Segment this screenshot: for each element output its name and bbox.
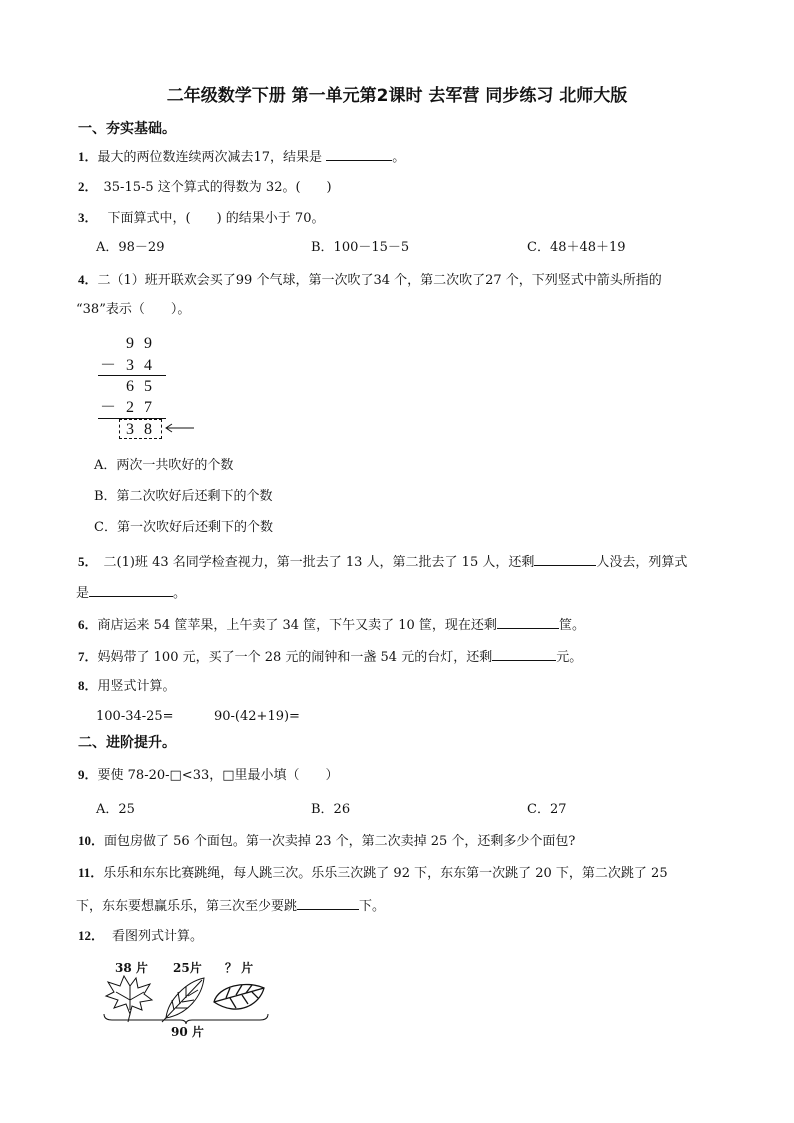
answer-blank[interactable] <box>497 616 559 629</box>
question-text: 筐。 <box>558 618 585 633</box>
question-text: 商店运来 54 筐苹果，上午卖了 34 筐，下午又卖了 10 筐，现在还剩 <box>97 618 497 633</box>
question-5 <box>78 553 687 569</box>
highlight-box <box>119 419 162 439</box>
figure-label-2: 25片 <box>173 961 202 975</box>
question-number: 9． <box>78 767 98 782</box>
figure-total-label: 90 片 <box>171 1025 204 1039</box>
minus-sign: － <box>100 399 117 416</box>
question-text: 元。 <box>556 650 583 665</box>
digit: 8 <box>144 421 152 438</box>
question-7 <box>78 648 582 664</box>
question-12 <box>78 929 203 943</box>
question-6 <box>78 616 585 632</box>
question-1 <box>78 148 405 164</box>
question-text: 。 <box>173 586 187 601</box>
option-b[interactable]: B．100－15－5 <box>311 240 410 255</box>
answer-blank[interactable] <box>89 584 173 597</box>
question-text: 乐乐和东东比赛跳绳，每人跳三次。乐乐三次跳了 92 下，东东第一次跳了 20 下，第二次跳了 25 <box>103 866 668 881</box>
digit: 3 <box>126 421 134 438</box>
question-number: 3． <box>78 210 98 225</box>
digit: 9 <box>144 335 152 352</box>
option-c[interactable]: C．第一次吹好后还剩下的个数 <box>94 520 273 535</box>
question-2 <box>78 180 332 194</box>
question-number: 6． <box>78 617 98 632</box>
question-number: 7． <box>78 649 98 664</box>
section-heading-1: 一、夯实基础。 <box>78 121 176 137</box>
question-text: 二（1）班开联欢会买了99 个气球，第一次吹了34 个，第二次吹了27 个，下列竖式中箭头所指的 <box>97 273 662 288</box>
expression-1: 100-34-25= <box>96 709 174 724</box>
question-text: 面包房做了 56 个面包。第一次卖掉 23 个，第二次卖掉 25 个，还剩多少个面包? <box>104 834 576 849</box>
digit: 2 <box>126 399 134 416</box>
question-number: 1． <box>78 149 98 164</box>
question-text: 下面算式中，( ) 的结果小于 70。 <box>107 211 325 226</box>
digit: 4 <box>144 357 152 374</box>
arrow-left-icon <box>163 422 195 434</box>
question-text: 要使 78-20-□<33，□里最小填（ ） <box>97 768 339 783</box>
maple-leaf-icon <box>106 976 152 1022</box>
minus-sign: － <box>100 357 117 374</box>
question-text: 用竖式计算。 <box>97 679 176 694</box>
option-b[interactable]: B．26 <box>311 802 351 817</box>
figure-label-1: 38 片 <box>115 961 148 975</box>
digit: 9 <box>126 335 134 352</box>
narrow-leaf-icon <box>162 978 204 1022</box>
question-3 <box>78 211 324 225</box>
question-4-line2: “38”表示（ ）。 <box>76 302 191 317</box>
question-5-line2 <box>76 584 186 600</box>
question-text: 下。 <box>359 899 386 914</box>
question-number: 5． <box>78 554 98 569</box>
question-number: 8． <box>78 678 98 693</box>
digit: 3 <box>126 357 134 374</box>
page-title: 二年级数学下册 第一单元第2课时 去军营 同步练习 北师大版 <box>166 86 628 106</box>
option-a[interactable]: A．25 <box>96 802 135 817</box>
question-text: 人没去，列算式 <box>596 555 688 570</box>
question-text: 最大的两位数连续两次减去17，结果是 <box>97 150 323 165</box>
question-text: 看图列式计算。 <box>112 929 204 944</box>
question-text: 二(1)班 43 名同学检查视力，第一批去了 13 人，第二批去了 15 人，还剩 <box>103 555 535 570</box>
option-a[interactable]: A．两次一共吹好的个数 <box>94 458 234 473</box>
answer-blank[interactable] <box>326 148 392 161</box>
option-a[interactable]: A．98－29 <box>96 240 165 255</box>
digit: 7 <box>144 399 152 416</box>
question-text: 35-15-5 这个算式的得数为 32。( ) <box>103 180 332 195</box>
question-number: 4． <box>78 272 98 287</box>
question-number: 12． <box>78 928 105 943</box>
question-11 <box>78 866 668 880</box>
digit: 6 <box>126 378 134 395</box>
question-text: 妈妈带了 100 元，买了一个 28 元的闹钟和一盏 54 元的台灯，还剩 <box>97 650 493 665</box>
section-heading-2: 二、进阶提升。 <box>78 735 176 751</box>
answer-blank[interactable] <box>492 648 556 661</box>
answer-blank[interactable] <box>534 553 596 566</box>
question-4 <box>78 273 662 287</box>
question-text: 下，东东要想赢乐乐，第三次至少要跳 <box>76 899 298 914</box>
figure-label-3: ？ 片 <box>225 961 254 975</box>
question-11-line2 <box>76 897 385 913</box>
question-number: 10． <box>78 833 105 848</box>
answer-blank[interactable] <box>297 897 359 910</box>
oval-leaf-icon <box>214 984 264 1009</box>
question-number: 11． <box>78 865 104 880</box>
calc-line <box>98 375 166 376</box>
expression-2: 90-(42+19)= <box>214 709 300 724</box>
option-c[interactable]: C．48＋48＋19 <box>527 240 626 255</box>
question-8 <box>78 679 176 693</box>
question-9 <box>78 768 339 782</box>
question-number: 2． <box>78 179 98 194</box>
option-c[interactable]: C．27 <box>527 802 567 817</box>
question-10 <box>78 834 575 848</box>
leaves-figure <box>100 974 272 1026</box>
question-end: 。 <box>392 150 406 165</box>
digit: 5 <box>144 378 152 395</box>
option-b[interactable]: B．第二次吹好后还剩下的个数 <box>94 489 273 504</box>
question-text: 是 <box>76 586 90 601</box>
